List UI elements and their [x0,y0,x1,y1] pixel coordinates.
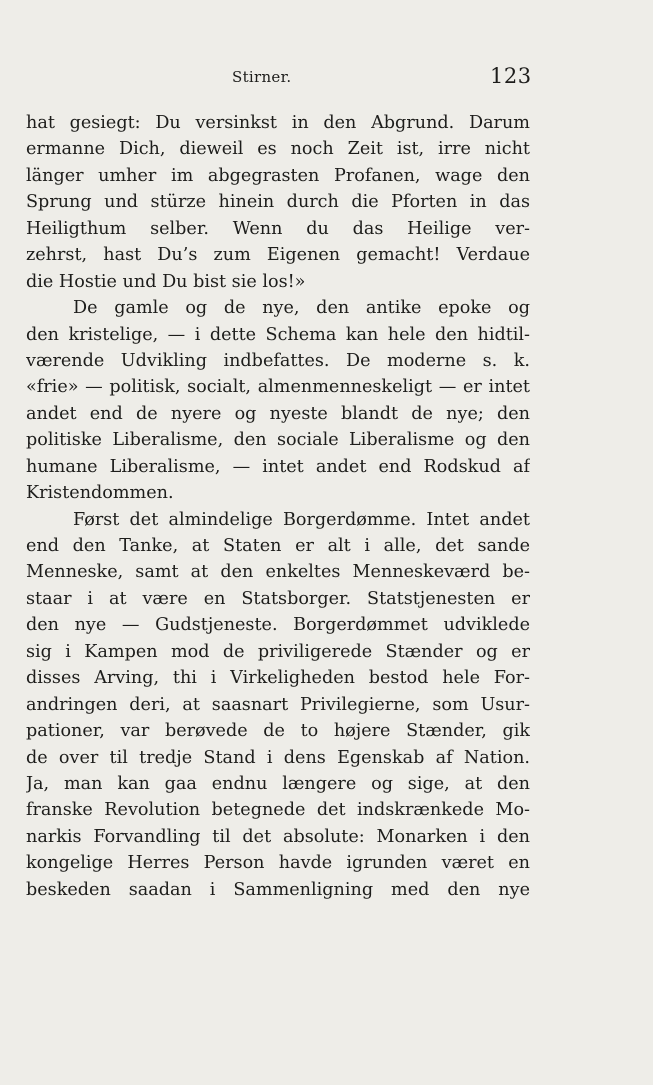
text-line: Sprung und stürze hinein durch die Pforten in das [26,192,530,213]
text-line: den nye — Gudstjeneste. Borgerdømmet udviklede [26,615,530,636]
text-line: andet end de nyere og nyeste blandt de nye; den [26,403,530,424]
text-line: franske Revolution betegnede det indskrænkede Mo- [26,800,530,821]
text-line: narkis Forvandling til det absolute: Monarken i den [26,826,530,847]
text-line: pationer, var berøvede de to højere Stænder, gik [26,721,530,742]
text-line: länger umher im abgegrasten Profanen, wage den [26,165,530,186]
text-line: end den Tanke, at Staten er alt i alle, det sande [26,536,530,556]
text-line: beskeden saadan i Sammenligning med den nye [26,879,530,900]
page-number: 123 [490,64,532,88]
text-line: kongelige Herres Person havde igrunden været en [26,853,530,874]
text-line: Kristendommen. [26,483,174,504]
text-line: hat gesiegt: Du versinkst in den Abgrund. Darum [26,113,530,133]
text-line: De gamle og de nye, den antike epoke og [73,298,530,319]
running-title: Stirner. [232,68,292,86]
text-line: politiske Liberalisme, den sociale Liberalisme og den [26,430,530,451]
body-text [26,110,530,903]
running-header [0,64,653,94]
text-line: die Hostie und Du bist sie los!» [26,271,306,292]
text-line: Først det almindelige Borgerdømme. Intet andet [73,509,530,530]
text-line: værende Udvikling indbefattes. De moderne s. k. [26,350,530,371]
text-line: Menneske, samt at den enkeltes Menneskeværd be- [26,562,530,583]
text-line: sig i Kampen mod de priviligerede Stænder og er [26,641,530,662]
text-line: Ja, man kan gaa endnu længere og sige, at den [26,773,530,794]
text-line: disses Arving, thi i Virkeligheden bestod hele For- [26,668,530,689]
text-line: Heiligthum selber. Wenn du das Heilige ver- [26,218,530,239]
text-line: humane Liberalisme, — intet andet end Rodskud af [26,456,530,477]
text-line: andringen deri, at saasnart Privilegierne, som Usur- [26,694,530,715]
text-line: zehrst, hast Du’s zum Eigenen gemacht! Verdaue [26,245,530,266]
text-line: staar i at være en Statsborger. Statstjenesten er [26,588,530,609]
text-line: ermanne Dich, dieweil es noch Zeit ist, irre nicht [26,139,530,160]
text-line: den kristelige, — i dette Schema kan hele den hidtil- [26,324,530,345]
text-line: «frie» — politisk, socialt, almenmenneskeligt — er intet [26,377,530,398]
text-line: de over til tredje Stand i dens Egenskab af Nation. [26,747,530,768]
